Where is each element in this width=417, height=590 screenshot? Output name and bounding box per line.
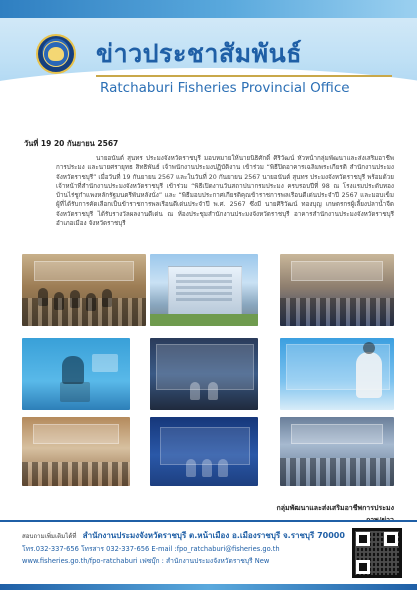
footer-band bbox=[0, 584, 417, 590]
audience-rows bbox=[280, 298, 394, 326]
footer-contact bbox=[22, 530, 345, 567]
photo-group-photo bbox=[22, 417, 130, 486]
stage-screen bbox=[156, 344, 254, 390]
audience-rows bbox=[22, 298, 146, 326]
flowers bbox=[92, 354, 118, 372]
group-rows bbox=[22, 462, 130, 486]
footer-row-office bbox=[22, 530, 345, 543]
article-body bbox=[56, 154, 394, 254]
qr-finder-bottom-left bbox=[356, 560, 370, 574]
person-figure bbox=[186, 459, 196, 477]
newsletter-title-english: Ratchaburi Fisheries Provincial Office bbox=[100, 80, 350, 96]
newsletter-title-thai: ข่าวประชาสัมพันธ์ bbox=[96, 39, 302, 68]
article-date: วันที่ 19 20 กันยายน 2567 bbox=[24, 139, 119, 148]
qr-code-icon bbox=[352, 528, 402, 578]
person-figure bbox=[208, 382, 218, 400]
photo-meeting-room bbox=[280, 254, 394, 326]
footer-divider bbox=[0, 520, 417, 522]
photo-speaker-podium bbox=[22, 338, 130, 410]
logo-emblem bbox=[48, 47, 64, 61]
photo-banner bbox=[33, 424, 119, 444]
header bbox=[0, 0, 417, 100]
header-curve bbox=[0, 68, 417, 138]
footer-row-website: www.fisheries.go.th/fpo-ratchaburi เฟซบุ๊ก : สำนักงานประมงจังหวัดราชบุรี New bbox=[22, 557, 270, 565]
person-figure bbox=[190, 382, 200, 400]
photo-officer-standing bbox=[280, 338, 394, 410]
photo-grid bbox=[22, 254, 394, 486]
department-seal-logo-icon bbox=[36, 34, 76, 74]
photo-office-building bbox=[150, 254, 258, 326]
footer-label: สอบถามเพิ่มเติมได้ที่ bbox=[22, 533, 77, 540]
person-figure bbox=[218, 459, 228, 477]
office-name: สำนักงานประมงจังหวัดราชบุรี ต.หน้าเมือง อ.เมืองราชบุรี จ.ราชบุรี 70000 bbox=[82, 531, 345, 540]
title-divider bbox=[96, 75, 392, 77]
building-windows bbox=[176, 274, 232, 302]
speaker-figure bbox=[62, 356, 84, 384]
qr-finder-top-left bbox=[356, 532, 370, 546]
lawn bbox=[150, 314, 258, 326]
audience-rows bbox=[280, 458, 394, 486]
photo-banner bbox=[291, 424, 382, 444]
photo-ceremony-audience bbox=[22, 254, 146, 326]
person-figure bbox=[202, 459, 212, 477]
article-body-text: นายอนันต์ สุนทร ประมงจังหวัดราชบุรี มอบหมายให้นายนิธิศักดิ์ ศิริวัฒน์ หัวหน้ากลุ่มพัฒนาและส่งเสริมอาชีพการประมง และนายศรายุทธ สิทธิพันธ์ เจ้าพนักงานประมงปฏิบัติงาน เข้าร่วม “พิธีปิดอาคารเฉลิมพระเกียรติ สำนักงานประมงจังหวัดราชบุรี” เมื่อวันที่ 19 กันยายน 2567 และในวันที่ 20 กันยายน 2567 นายอนันต์ สุนทร ประมงจังหวัดราชบุรี พร้อมด้วยเจ้าหน้าที่สำนักงานประมงจังหวัดราชบุรี เข้าร่วม “พิธีเปิดงานวันสถาปนากรมประมง ครบรอบปีที่ 98 ณ โรงแรมประดับทอง บ้านไร่ชูกำแพงหลักรัฐมนตรีพันหลังนั่ง” และ “พิธีมอบประกาศเกียรติคุณข้าราชการพลเรือนดีเด่นประจำปี 2567 และมอบเข็มผู้ที่ได้รับการคัดเลือกเป็นข้าราชการพลเรือนดีเด่นประจำปี พ.ศ. 2567 ซึ่งมี นายศิริวัฒน์ ทองบุญ เกษตรกรผู้เลี้ยงปลาน้ำจืดจังหวัดราชบุรี ได้รับรางวัลผลงานดีเด่น ณ ห้องประชุมสำนักงานประมงจังหวัดราชบุรี อาคารสำนักงานประมงจังหวัดราชบุรี อำเภอเมือง จังหวัดราชบุรี bbox=[56, 155, 394, 228]
footer-row-contact: โทร.032-337-656 โทรสาร 032-337-656 E-mail :fpo_ratchaburi@fisheries.go.th bbox=[22, 545, 280, 553]
credit-line-1: กลุ่มพัฒนาและส่งเสริมอาชีพการประมง bbox=[276, 504, 394, 512]
photo-stage-award bbox=[150, 338, 258, 410]
officer-figure bbox=[356, 352, 382, 398]
podium bbox=[60, 382, 90, 402]
photo-large-audience bbox=[280, 417, 394, 486]
photo-banner bbox=[291, 261, 382, 281]
photo-banner bbox=[34, 261, 133, 281]
footer bbox=[0, 520, 417, 590]
photo-award-presentation bbox=[150, 417, 258, 486]
qr-finder-top-right bbox=[384, 532, 398, 546]
header-band bbox=[0, 0, 417, 18]
